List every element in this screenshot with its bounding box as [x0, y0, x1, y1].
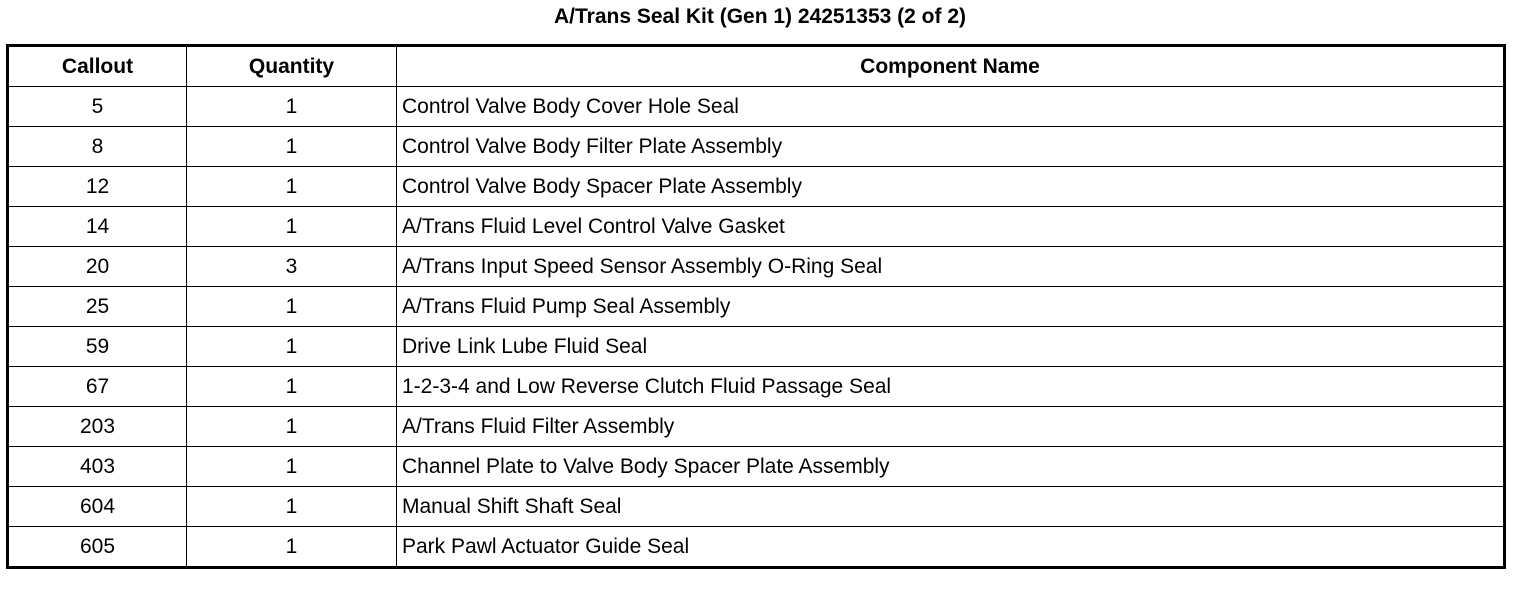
cell-callout: 604	[8, 487, 187, 527]
table-row	[8, 207, 1505, 247]
table-row	[8, 247, 1505, 287]
cell-callout: 8	[8, 127, 187, 167]
cell-component-name: A/Trans Fluid Level Control Valve Gasket	[397, 207, 1505, 247]
cell-callout: 605	[8, 527, 187, 568]
cell-quantity: 1	[187, 287, 397, 327]
cell-component-name: Control Valve Body Spacer Plate Assembly	[397, 167, 1505, 207]
cell-callout: 20	[8, 247, 187, 287]
table-row	[8, 487, 1505, 527]
cell-callout: 5	[8, 87, 187, 127]
table-row	[8, 447, 1505, 487]
cell-component-name: Channel Plate to Valve Body Spacer Plate Assembly	[397, 447, 1505, 487]
cell-quantity: 1	[187, 327, 397, 367]
table-row	[8, 327, 1505, 367]
cell-callout: 403	[8, 447, 187, 487]
table-row	[8, 407, 1505, 447]
cell-quantity: 1	[187, 167, 397, 207]
cell-callout: 203	[8, 407, 187, 447]
cell-quantity: 1	[187, 367, 397, 407]
cell-callout: 25	[8, 287, 187, 327]
cell-quantity: 1	[187, 487, 397, 527]
table-row	[8, 167, 1505, 207]
table-row	[8, 87, 1505, 127]
cell-quantity: 3	[187, 247, 397, 287]
cell-callout: 14	[8, 207, 187, 247]
cell-callout: 12	[8, 167, 187, 207]
header-callout: Callout	[8, 46, 187, 87]
cell-quantity: 1	[187, 207, 397, 247]
cell-quantity: 1	[187, 127, 397, 167]
header-quantity: Quantity	[187, 46, 397, 87]
cell-component-name: A/Trans Input Speed Sensor Assembly O-Ring Seal	[397, 247, 1505, 287]
cell-component-name: A/Trans Fluid Filter Assembly	[397, 407, 1505, 447]
table-row	[8, 367, 1505, 407]
cell-component-name: A/Trans Fluid Pump Seal Assembly	[397, 287, 1505, 327]
cell-callout: 59	[8, 327, 187, 367]
seal-kit-table	[6, 44, 1506, 569]
cell-quantity: 1	[187, 527, 397, 568]
table-header-row	[8, 46, 1505, 87]
cell-quantity: 1	[187, 87, 397, 127]
cell-component-name: Drive Link Lube Fluid Seal	[397, 327, 1505, 367]
cell-component-name: Control Valve Body Cover Hole Seal	[397, 87, 1505, 127]
table-row	[8, 127, 1505, 167]
cell-component-name: Manual Shift Shaft Seal	[397, 487, 1505, 527]
cell-quantity: 1	[187, 447, 397, 487]
page-title: A/Trans Seal Kit (Gen 1) 24251353 (2 of 2)	[553, 5, 966, 28]
cell-quantity: 1	[187, 407, 397, 447]
cell-component-name: 1-2-3-4 and Low Reverse Clutch Fluid Passage Seal	[397, 367, 1505, 407]
table-row	[8, 527, 1505, 568]
cell-component-name: Park Pawl Actuator Guide Seal	[397, 527, 1505, 568]
cell-component-name: Control Valve Body Filter Plate Assembly	[397, 127, 1505, 167]
header-component-name: Component Name	[397, 46, 1505, 87]
table-row	[8, 287, 1505, 327]
cell-callout: 67	[8, 367, 187, 407]
